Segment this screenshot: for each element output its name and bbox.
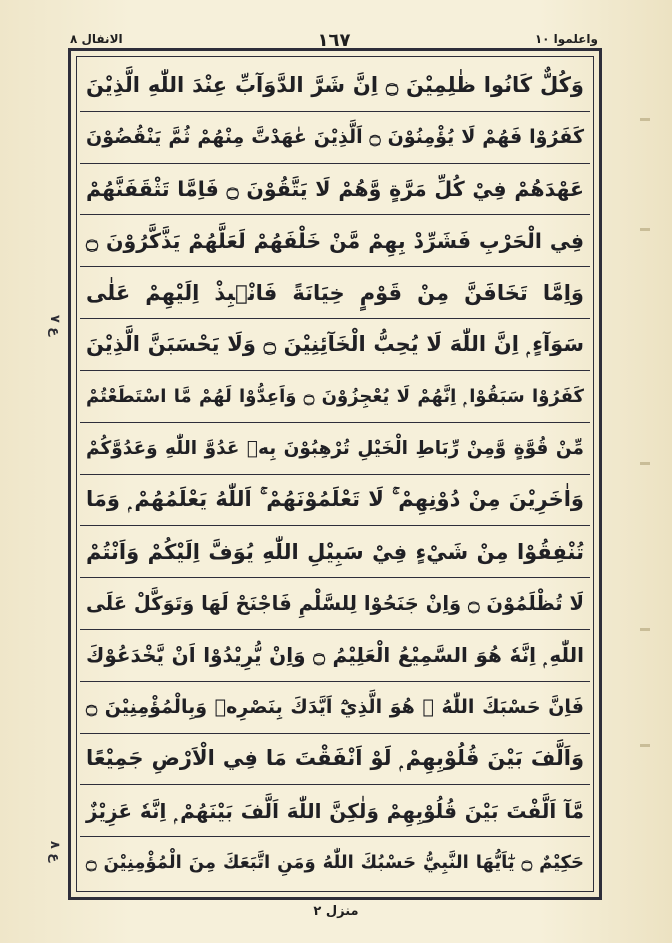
text-line xyxy=(80,785,590,837)
text-line xyxy=(80,630,590,682)
binding-hole xyxy=(640,228,650,231)
text-line xyxy=(80,578,590,630)
juz-label: واعلموا ۱۰ xyxy=(534,32,598,46)
binding-hole xyxy=(640,118,650,121)
text-line xyxy=(80,682,590,734)
verse-line-14: وَاَلَّفَ بَيْنَ قُلُوْبِهِمْ ۭ لَوْ اَنْفَقْتَ مَا فِي الْاَرْضِ جَمِيْعًا xyxy=(86,746,584,771)
surah-label: الانفال ۸ xyxy=(70,32,123,46)
verse-line-5: وَاِمَّا تَخَافَنَّ مِنْ قَوْمٍ خِيَانَةً فَانْۢبِذْ اِلَيْهِمْ عَلٰى xyxy=(86,280,584,305)
text-line xyxy=(80,837,590,888)
page-number: ۱٦٧ xyxy=(317,30,351,51)
text-line xyxy=(80,60,590,112)
text-line xyxy=(80,267,590,319)
text-line xyxy=(80,371,590,423)
verse-line-13: فَاِنَّ حَسْبَكَ اللّٰهُ ۭ هُوَ الَّذِيْٓ اَيَّدَكَ بِنَصْرِهٖ وَبِالْمُؤْمِنِيْنَ ۝ xyxy=(86,696,584,719)
ruku-marker: ع ۷ xyxy=(47,314,63,337)
verse-line-15: مَّآ اَلَّفْتَ بَيْنَ قُلُوْبِهِمْ وَلٰكِنَّ اللّٰهَ اَلَّفَ بَيْنَهُمْ ۭ اِنَّهٗ عَزِيْزٌ xyxy=(86,798,584,823)
verse-line-16: حَكِيْمٌ ۝ يٰٓاَيُّهَا النَّبِيُّ حَسْبُكَ اللّٰهُ وَمَنِ اتَّبَعَكَ مِنَ الْمُؤْمِنِيْنَ ۝ xyxy=(86,852,585,874)
binding-hole xyxy=(640,462,650,465)
text-line xyxy=(80,215,590,267)
text-line xyxy=(80,319,590,371)
manzil-footer: منزل ۲ xyxy=(313,904,359,919)
binding-hole xyxy=(640,744,650,747)
text-line xyxy=(80,526,590,578)
text-line xyxy=(80,423,590,475)
text-line xyxy=(80,475,590,527)
verse-line-4: فِي الْحَرْبِ فَشَرِّدْ بِهِمْ مَّنْ خَلْفَهُمْ لَعَلَّهُمْ يَذَّكَّرُوْنَ ۝ xyxy=(86,228,584,253)
verse-line-12: اللّٰهِ ۭ اِنَّهٗ هُوَ السَّمِيْعُ الْعَلِيْمُ ۝ وَاِنْ يُّرِيْدُوْا اَنْ يَّخْدَعُوْكَ xyxy=(86,643,584,668)
verse-line-8: مِّنْ قُوَّةٍ وَّمِنْ رِّبَاطِ الْخَيْلِ تُرْهِبُوْنَ بِهٖ عَدُوَّ اللّٰهِ وَعَدُوَّكُمْ xyxy=(86,437,584,459)
verse-text-block xyxy=(80,60,590,888)
text-line xyxy=(80,734,590,786)
verse-line-10: تُنْفِقُوْا مِنْ شَيْءٍ فِيْ سَبِيْلِ اللّٰهِ يُوَفَّ اِلَيْكُمْ وَاَنْتُمْ xyxy=(86,539,584,564)
binding-hole xyxy=(640,628,650,631)
verse-line-7: كَفَرُوْا سَبَقُوْا ۭ اِنَّهُمْ لَا يُعْجِزُوْنَ ۝ وَاَعِدُّوْا لَهُمْ مَّا اسْتَطَعْتُمْ xyxy=(86,385,584,407)
text-line xyxy=(80,112,590,164)
verse-line-1: وَكُلٌّ كَانُوا ظٰلِمِيْنَ ۝ اِنَّ شَرَّ الدَّوَآبِّ عِنْدَ اللّٰهِ الَّذِيْنَ xyxy=(86,73,584,98)
verse-line-6: سَوَآءٍ ۭ اِنَّ اللّٰهَ لَا يُحِبُّ الْخَآئِنِيْنَ ۝ وَلَا يَحْسَبَنَّ الَّذِيْنَ xyxy=(86,331,584,356)
text-line xyxy=(80,164,590,216)
ruku-marker: ع ۸ xyxy=(47,840,63,863)
verse-line-9: وَاٰخَرِيْنَ مِنْ دُوْنِهِمْ ۚ لَا تَعْلَمُوْنَهُمْ ۚ اَللّٰهُ يَعْلَمُهُمْ ۭ وَمَا xyxy=(86,487,584,512)
verse-line-2: كَفَرُوْا فَهُمْ لَا يُؤْمِنُوْنَ ۝ اَلَّذِيْنَ عٰهَدْتَّ مِنْهُمْ ثُمَّ يَنْقُضُوْنَ xyxy=(86,126,584,149)
verse-line-3: عَهْدَهُمْ فِيْ كُلِّ مَرَّةٍ وَّهُمْ لَا يَتَّقُوْنَ ۝ فَاِمَّا تَثْقَفَنَّهُمْ xyxy=(86,177,584,202)
verse-line-11: لَا تُظْلَمُوْنَ ۝ وَاِنْ جَنَحُوْا لِلسَّلْمِ فَاجْنَحْ لَهَا وَتَوَكَّلْ عَلَى xyxy=(86,592,584,616)
